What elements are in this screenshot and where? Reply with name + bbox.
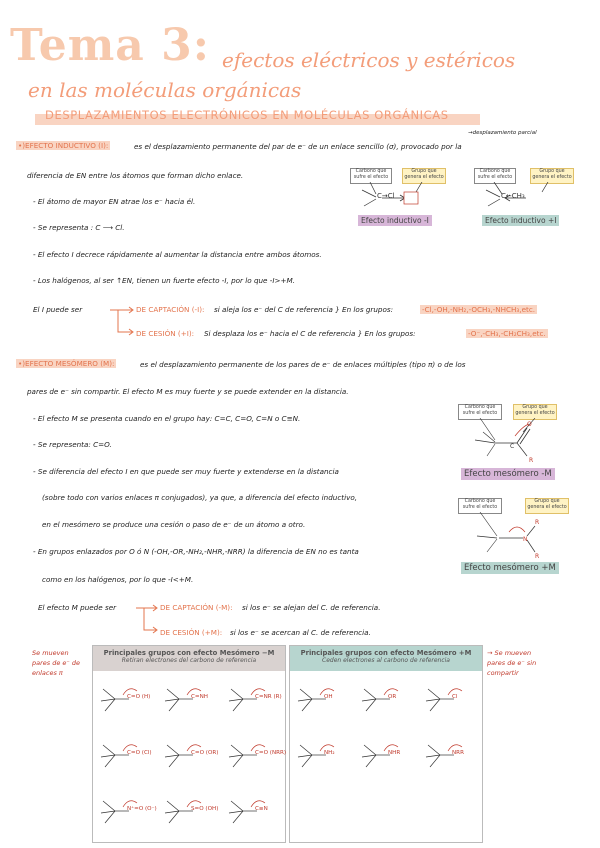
svg-text:R: R: [529, 457, 534, 464]
inductive-can-be: El I puede ser: [33, 305, 83, 314]
mesomeric-captacion-label: DE CAPTACIÓN (-M):: [160, 603, 233, 612]
minus-group-label: C=O (NRR): [255, 750, 287, 756]
inductive-pos-group-label: Grupo que genera el efecto: [530, 168, 574, 184]
mesomeric-can-be: El efecto M puede ser: [38, 603, 117, 612]
plus-group-cell: [354, 671, 418, 727]
plus-structure-icon: [418, 727, 482, 783]
plus-structure-icon: [354, 727, 418, 783]
minus-group-label: C≡N: [255, 806, 268, 812]
page-subtitle: DESPLAZAMIENTOS ELECTRÓNICOS EN MOLÉCULAS ORGÁNICAS: [45, 108, 449, 122]
inductive-neg-diagram: [346, 165, 468, 225]
inductive-pos-formula: C←CH₃: [501, 192, 525, 200]
minus-group-cell: [221, 727, 285, 783]
plus-group-cell: [418, 727, 482, 783]
note-lone-pairs: → Se mueven pares de e⁻ sin compartir: [487, 649, 537, 677]
mesomeric-pos-diagram: [455, 496, 595, 576]
table-plus-m: [289, 645, 483, 843]
page-title-line1: efectos eléctricos y estéricos: [222, 48, 516, 72]
minus-group-cell: [157, 727, 221, 783]
minus-group-cell: [221, 671, 285, 727]
inductive-bullet-4: - Los halógenos, al ser ↑EN, tienen un fuerte efecto -I, por lo que -I>+M.: [33, 276, 296, 285]
plus-group-cell: [354, 727, 418, 783]
minus-group-label: C=O (Cl): [127, 750, 152, 756]
inductive-definition-2: diferencia de EN entre los átomos que forman dicho enlace.: [27, 171, 244, 180]
minus-group-cell: [93, 727, 157, 783]
plus-structure-icon: [290, 671, 354, 727]
plus-group-cell: [418, 671, 482, 727]
note-pi-electrons: Se mueven pares de e⁻ de enlaces π: [32, 649, 81, 677]
mesomeric-bullet-4b: como en los halógenos, por lo que -I<+M.: [42, 575, 194, 584]
plus-structure-icon: [418, 671, 482, 727]
minus-group-label: S=O (OH): [191, 806, 219, 812]
plus-group-cell: [290, 671, 354, 727]
mesomeric-neg-group-label: Grupo que genera el efecto: [513, 404, 557, 420]
mesomeric-definition-1: es el desplazamiento permanente de los pares de e⁻ de enlaces múltiples (tipo π) o de los: [140, 360, 466, 369]
note-partial: →desplazamiento parcial: [468, 130, 537, 136]
plus-group-label: OH: [324, 694, 333, 700]
mesomeric-neg-carbon-label: Carbono que sufre el efecto: [458, 404, 502, 420]
inductive-neg-carbon-label: Carbono que sufre el efecto: [350, 168, 392, 184]
mesomeric-bullet-4a: - En grupos enlazados por O ó N (-OH,-OR,-NH₂,-NHR,-NRR) la diferencia de EN no es tanta: [33, 547, 359, 556]
plus-group-label: NHR: [388, 750, 401, 756]
inductive-cesion-groups: -O⁻,-CH₃,-CH₂CH₃,etc.: [468, 329, 546, 338]
plus-group-label: NH₂: [324, 750, 335, 756]
plus-group-label: OR: [388, 694, 397, 700]
table-minus-title: Principales grupos con efecto Mesómero −M: [103, 649, 275, 657]
mesomeric-pos-carbon-label: Carbono que sufre el efecto: [458, 498, 502, 514]
inductive-neg-formula: C→Cl: [377, 192, 395, 200]
inductive-bullet-2: - Se representa : C ⟶ Cl.: [33, 223, 125, 232]
table-minus-sub: Retiran electrones del carbono de referencia: [121, 657, 257, 664]
mesomeric-bullet-2: - Se representa: C=O.: [33, 440, 112, 449]
inductive-neg-caption: Efecto inductivo -I: [358, 215, 432, 226]
inductive-pos-diagram: [474, 165, 592, 225]
minus-group-label: N⁺=O (O⁻): [127, 806, 157, 812]
inductive-branch-arrows: [108, 302, 136, 338]
table-plus-sub: Ceden electrones al carbono de referencia: [322, 657, 450, 664]
minus-group-label: C=O (OR): [191, 750, 219, 756]
svg-text:N: N: [523, 536, 528, 543]
minus-group-cell: [157, 671, 221, 727]
mesomeric-pos-caption: Efecto mesómero +M: [461, 562, 559, 574]
page-title-line2: en las moléculas orgánicas: [28, 78, 302, 102]
svg-text:R: R: [535, 519, 540, 526]
mesomeric-bullet-3b: (sobre todo con varios enlaces π conjugados), ya que, a diferencia del efecto inductivo,: [42, 493, 358, 502]
mesomeric-bullet-1: - El efecto M se presenta cuando en el grupo hay: C=C, C=O, C=N o C≡N.: [33, 414, 301, 423]
minus-group-label: C=NR (R): [255, 694, 282, 700]
mesomeric-heading: •)EFECTO MESÓMERO (M):: [18, 359, 115, 368]
mesomeric-branch-arrows: [134, 600, 160, 636]
inductive-bullet-1: - El átomo de mayor EN atrae los e⁻ hacia él.: [33, 197, 196, 206]
minus-group-cell: [221, 783, 285, 839]
plus-group-label: NRR: [452, 750, 464, 756]
page-title-tema: Tema 3:: [10, 20, 210, 71]
minus-group-cell: [157, 783, 221, 839]
minus-group-cell: [93, 671, 157, 727]
minus-group-label: C=O (H): [127, 694, 151, 700]
plus-structure-icon: [354, 671, 418, 727]
svg-text:R: R: [535, 553, 540, 560]
inductive-captacion-label: DE CAPTACIÓN (-I):: [136, 305, 205, 314]
inductive-cesion-text: Si desplaza los e⁻ hacia el C de referencia } En los grupos:: [204, 329, 416, 338]
mesomeric-bullet-3a: - Se diferencia del efecto I en que puede ser muy fuerte y extenderse en la distancia: [33, 467, 339, 476]
inductive-captacion-groups: -Cl,-OH,-NH₂,-OCH₃,-NHCH₃,etc.: [422, 305, 536, 314]
table-minus-m: [92, 645, 286, 843]
inductive-neg-group-label: Grupo que genera el efecto: [402, 168, 446, 184]
minus-group-cell: [93, 783, 157, 839]
mesomeric-neg-caption: Efecto mesómero -M: [461, 468, 555, 480]
inductive-bullet-3: - El efecto I decrece rápidamente al aumentar la distancia entre ambos átomos.: [33, 250, 322, 259]
svg-text:C: C: [510, 443, 515, 450]
inductive-pos-caption: Efecto inductivo +I: [482, 215, 559, 226]
inductive-captacion-text: si aleja los e⁻ del C de referencia } En los grupos:: [214, 305, 394, 314]
minus-structure-icon: [221, 783, 285, 839]
table-plus-title: Principales grupos con efecto Mesómero +M: [300, 649, 472, 657]
inductive-pos-carbon-label: Carbono que sufre el efecto: [474, 168, 516, 184]
mesomeric-definition-2: pares de e⁻ sin compartir. El efecto M es muy fuerte y se puede extender en la distancia.: [27, 387, 349, 396]
plus-structure-icon: [290, 727, 354, 783]
minus-structure-icon: [157, 671, 221, 727]
plus-group-cell: [290, 727, 354, 783]
mesomeric-pos-group-label: Grupo que genera el efecto: [525, 498, 569, 514]
mesomeric-bullet-3c: en el mesómero se produce una cesión o paso de e⁻ de un átomo a otro.: [42, 520, 306, 529]
inductive-definition-1: es el desplazamiento permanente del par de e⁻ de un enlace sencillo (σ), provocado por la: [134, 142, 462, 151]
minus-group-label: C=NH: [191, 694, 208, 700]
inductive-heading: •)EFECTO INDUCTIVO (I):: [18, 141, 109, 150]
mesomeric-neg-diagram: [455, 402, 595, 482]
inductive-cesion-label: DE CESIÓN (+I):: [136, 329, 195, 338]
mesomeric-cesion-label: DE CESIÓN (+M):: [160, 628, 223, 637]
mesomeric-cesion-text: si los e⁻ se acercan al C. de referencia.: [230, 628, 371, 637]
svg-text:O: O: [527, 421, 532, 428]
mesomeric-captacion-text: si los e⁻ se alejan del C. de referencia.: [242, 603, 381, 612]
plus-group-label: Cl: [452, 694, 458, 700]
